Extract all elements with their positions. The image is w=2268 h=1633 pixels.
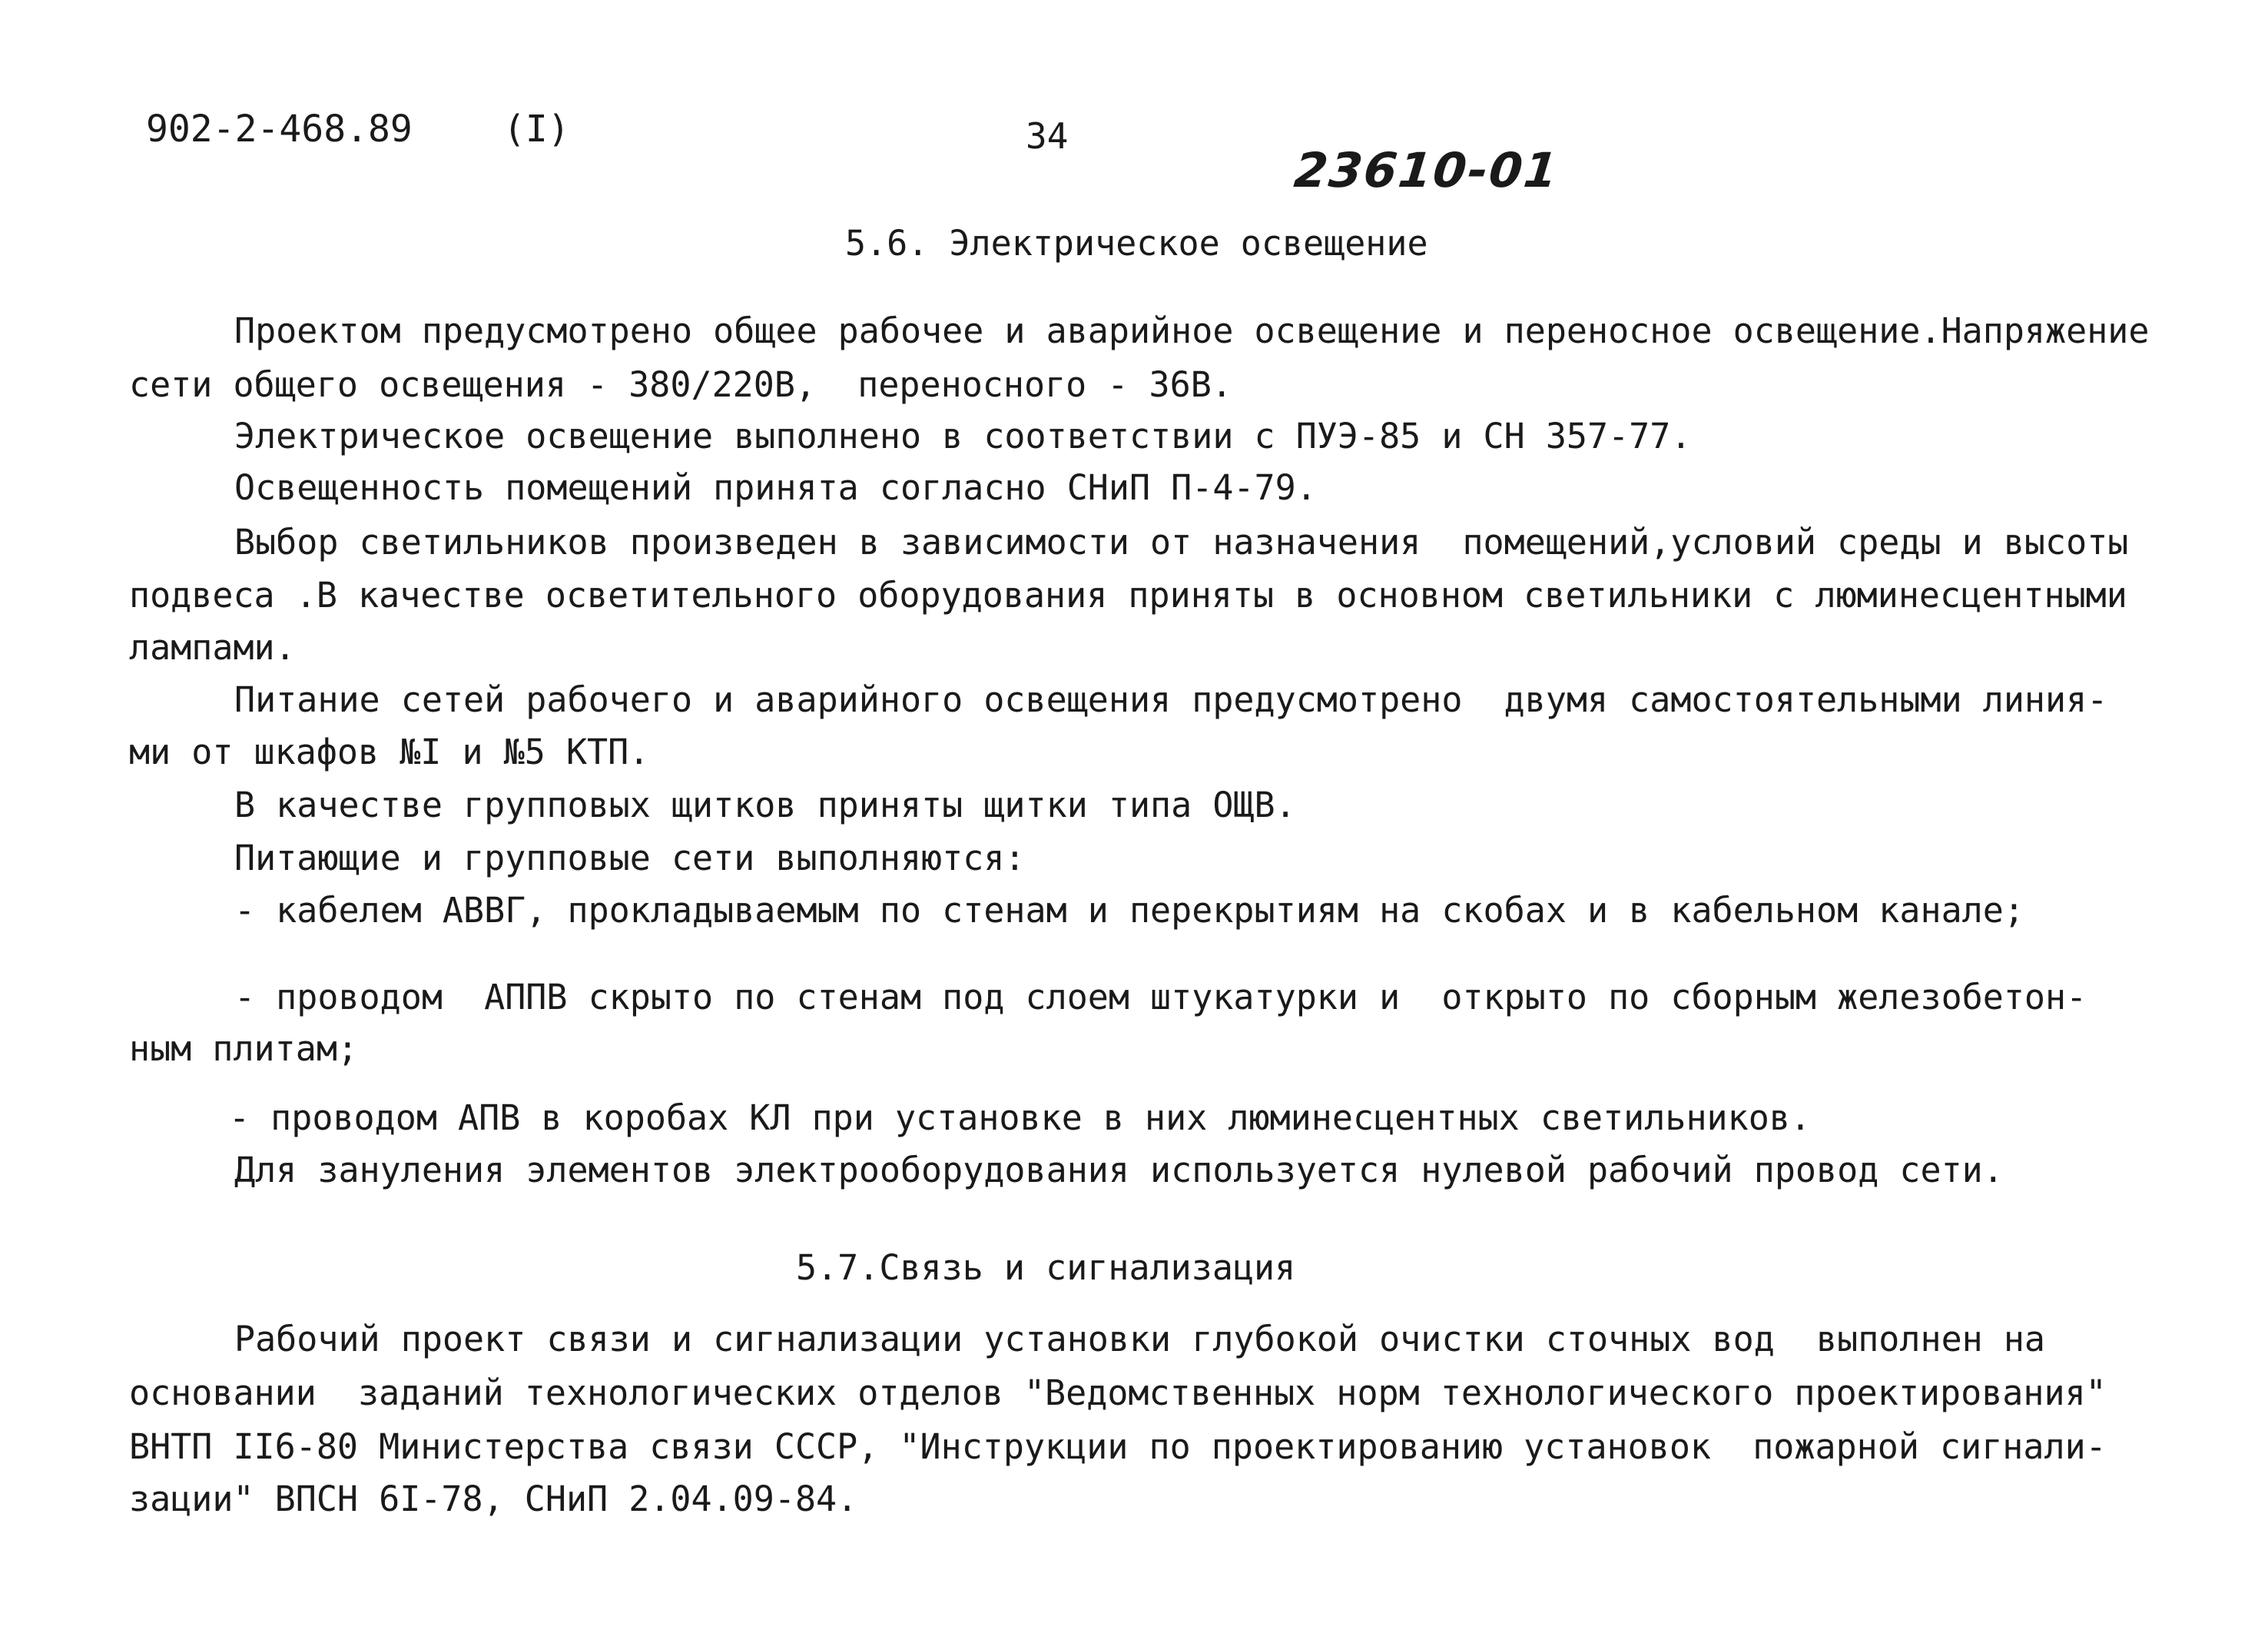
paragraph-line: основании заданий технологических отделов "Ведомственных норм технологического проектирования" [129,1372,2107,1413]
list-item: - проводом АПВ в коробах КЛ при установке в них люминесцентных светильников. [229,1097,1812,1138]
paragraph-line: зации" ВПСН 6I-78, СНиП 2.04.09-84. [129,1479,858,1519]
paragraph-line: ным плитам; [129,1028,359,1069]
paragraph-line: Питающие и групповые сети выполняются: [234,838,1026,878]
sheet-marker: (I) [503,108,570,151]
paragraph-line: Для зануления элементов электрооборудования используется нулевой рабочий провод сети. [234,1150,2004,1190]
document-number: 902-2-468.89 [146,108,413,151]
paragraph-line: ВНТП II6-80 Министерства связи СССР, "Инструкции по проектированию установок пожарной сигнали- [129,1426,2107,1467]
paragraph-line: подвеса .В качестве осветительного оборудования приняты в основном светильники с люминесцентными [129,575,2127,616]
paragraph-line: Питание сетей рабочего и аварийного освещения предусмотрено двумя самостоятельными линия- [234,679,2108,720]
paragraph-line: Рабочий проект связи и сигнализации установки глубокой очистки сточных вод выполнен на [234,1319,2046,1359]
handwritten-stamp: 23610-01 [1292,142,1562,198]
paragraph-line: Проектом предусмотрено общее рабочее и аварийное освещение и переносное освещение.Напряжение [234,310,2150,351]
list-item: - проводом АППВ скрыто по стенам под слоем штукатурки и открыто по сборным железобетон- [234,977,2087,1017]
paragraph-line: ми от шкафов №I и №5 КТП. [129,732,650,772]
paragraph-line: лампами. [129,627,296,668]
paragraph-line: Освещенность помещений принята согласно СНиП П-4-79. [234,467,1317,508]
list-item: - кабелем АВВГ, прокладываемым по стенам и перекрытиям на скобах и в кабельном канале; [234,890,2024,931]
paragraph-line: В качестве групповых щитков приняты щитки типа ОЩВ. [234,785,1296,825]
paragraph-line: Электрическое освещение выполнено в соответствии с ПУЭ-85 и СН 357-77. [234,416,1692,456]
section-5-6-title: 5.6. Электрическое освещение [845,223,1428,264]
section-5-7-title: 5.7.Связь и сигнализация [796,1247,1296,1288]
page-number: 34 [1026,115,1069,157]
paragraph-line: Выбор светильников произведен в зависимости от назначения помещений,условий среды и высоты [234,522,2129,563]
paragraph-line: сети общего освещения - 380/220В, переносного - 36В. [129,364,1232,405]
